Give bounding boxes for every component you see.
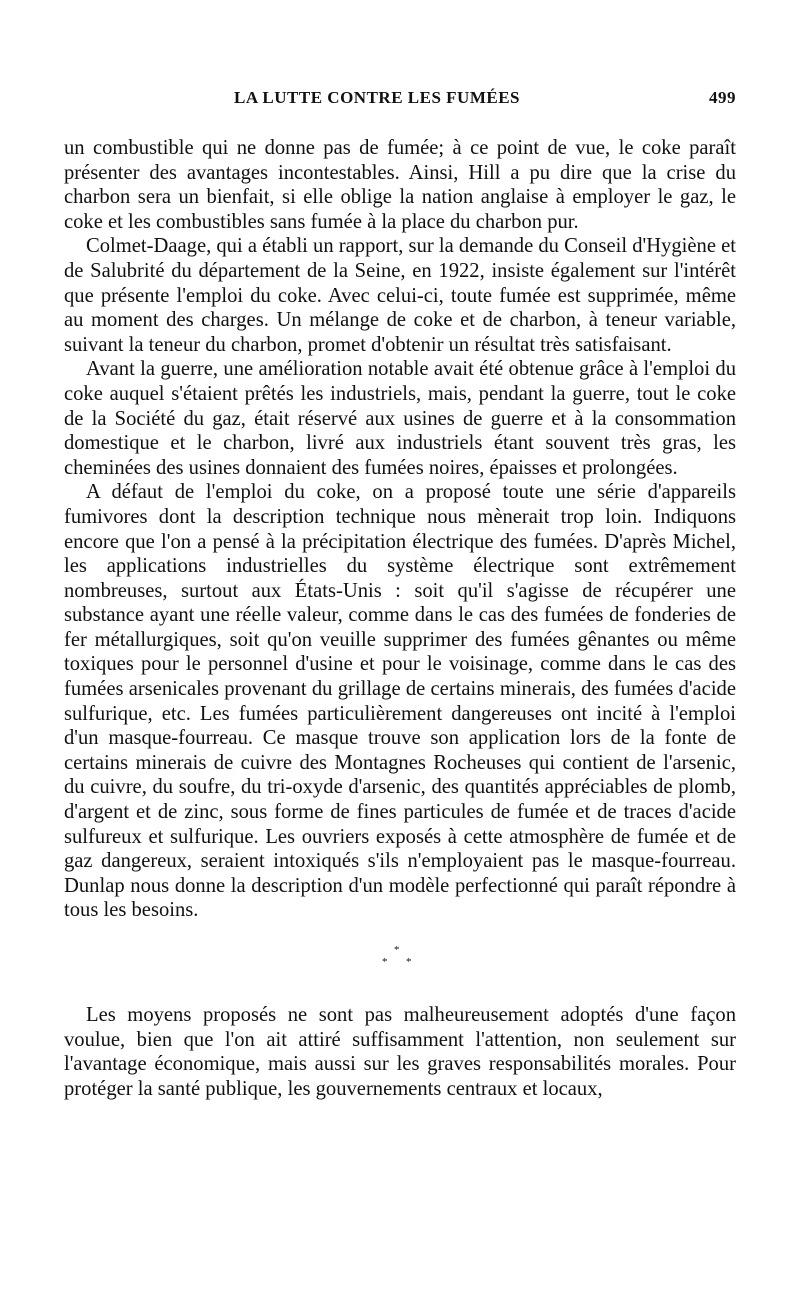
paragraph-4: A défaut de l'emploi du coke, on a proposé toute une série d'appareils fumivores dont la description technique nous mènerait trop loin. Indiquons encore que l'on a pensé à la précipitation électrique des fumées. D'après Michel, les applications industrielles du système électrique sont extrêmement nombreuses, surtout aux États-Unis : soit qu'il s'agisse de récupérer une substance ayant une réelle valeur, comme dans le cas des fumées de fonderies de fer métallurgiques, soit qu'on veuille supprimer des fumées gênantes ou même toxiques pour le personnel d'usine et pour le voisinage, comme dans le cas des fumées arsenicales provenant du grillage de certains minerais, des fumées d'acide sulfurique, etc. Les fumées particulièrement dangereuses ont incité à l'emploi d'un masque-fourreau. Ce masque trouve son application lors de la fonte de certains minerais de cuivre des Montagnes Rocheuses qui contient de l'arsenic, du cuivre, du soufre, du tri-oxyde d'arsenic, des quantités appréciables de plomb, d'argent et de zinc, sous forme de fines particules de fumée et de traces d'acide sulfureux et sulfurique. Les ouvriers exposés à cette atmosphère de fumée et de gaz dangereux, seraient intoxiqués s'ils n'employaient pas le masque-fourreau. Dunlap nous donne la description d'un modèle perfectionné qui paraît répondre à tous les besoins. (64, 481, 736, 922)
paragraph-5: Les moyens proposés ne sont pas malheureusement adoptés d'une façon voulue, bien que l'on ait attiré suffisamment l'attention, non seulement sur l'avantage économique, mais aussi sur les graves responsabilités morales. Pour protéger la santé publique, les gouvernements centraux et locaux, (64, 1004, 736, 1100)
section-separator (64, 923, 736, 1003)
separator-star-top: * (394, 944, 400, 956)
page-number: 499 (709, 88, 736, 107)
running-head (64, 86, 736, 116)
separator-star-left: * (382, 956, 388, 968)
separator-star-right: * (406, 956, 412, 968)
paragraph-3: Avant la guerre, une amélioration notable avait été obtenue grâce à l'emploi du coke auquel s'étaient prêtés les industriels, mais, pendant la guerre, tout le coke de la Société du gaz, était réservé aux usines de guerre et à la consommation domestique et le charbon, livré aux industriels étant souvent très gras, les cheminées des usines donnaient des fumées noires, épaisses et prolongées. (64, 358, 736, 479)
paragraph-2: Colmet-Daage, qui a établi un rapport, sur la demande du Conseil d'Hygiène et de Salubrité du département de la Seine, en 1922, insiste également sur l'intérêt que présente l'emploi du coke. Avec celui-ci, toute fumée est supprimée, même au moment des charges. Un mélange de coke et de charbon, à teneur variable, suivant la teneur du charbon, promet d'obtenir un résultat très satisfaisant. (64, 235, 736, 356)
book-page (64, 86, 736, 1101)
paragraph-1: un combustible qui ne donne pas de fumée; à ce point de vue, le coke paraît présenter des avantages incontestables. Ainsi, Hill a pu dire que la crise du charbon sera un bienfait, si elle oblige la nation anglaise à employer le gaz, le coke et les combustibles sans fumée à la place du charbon pur. (64, 137, 736, 233)
running-title: LA LUTTE CONTRE LES FUMÉES (234, 88, 521, 107)
